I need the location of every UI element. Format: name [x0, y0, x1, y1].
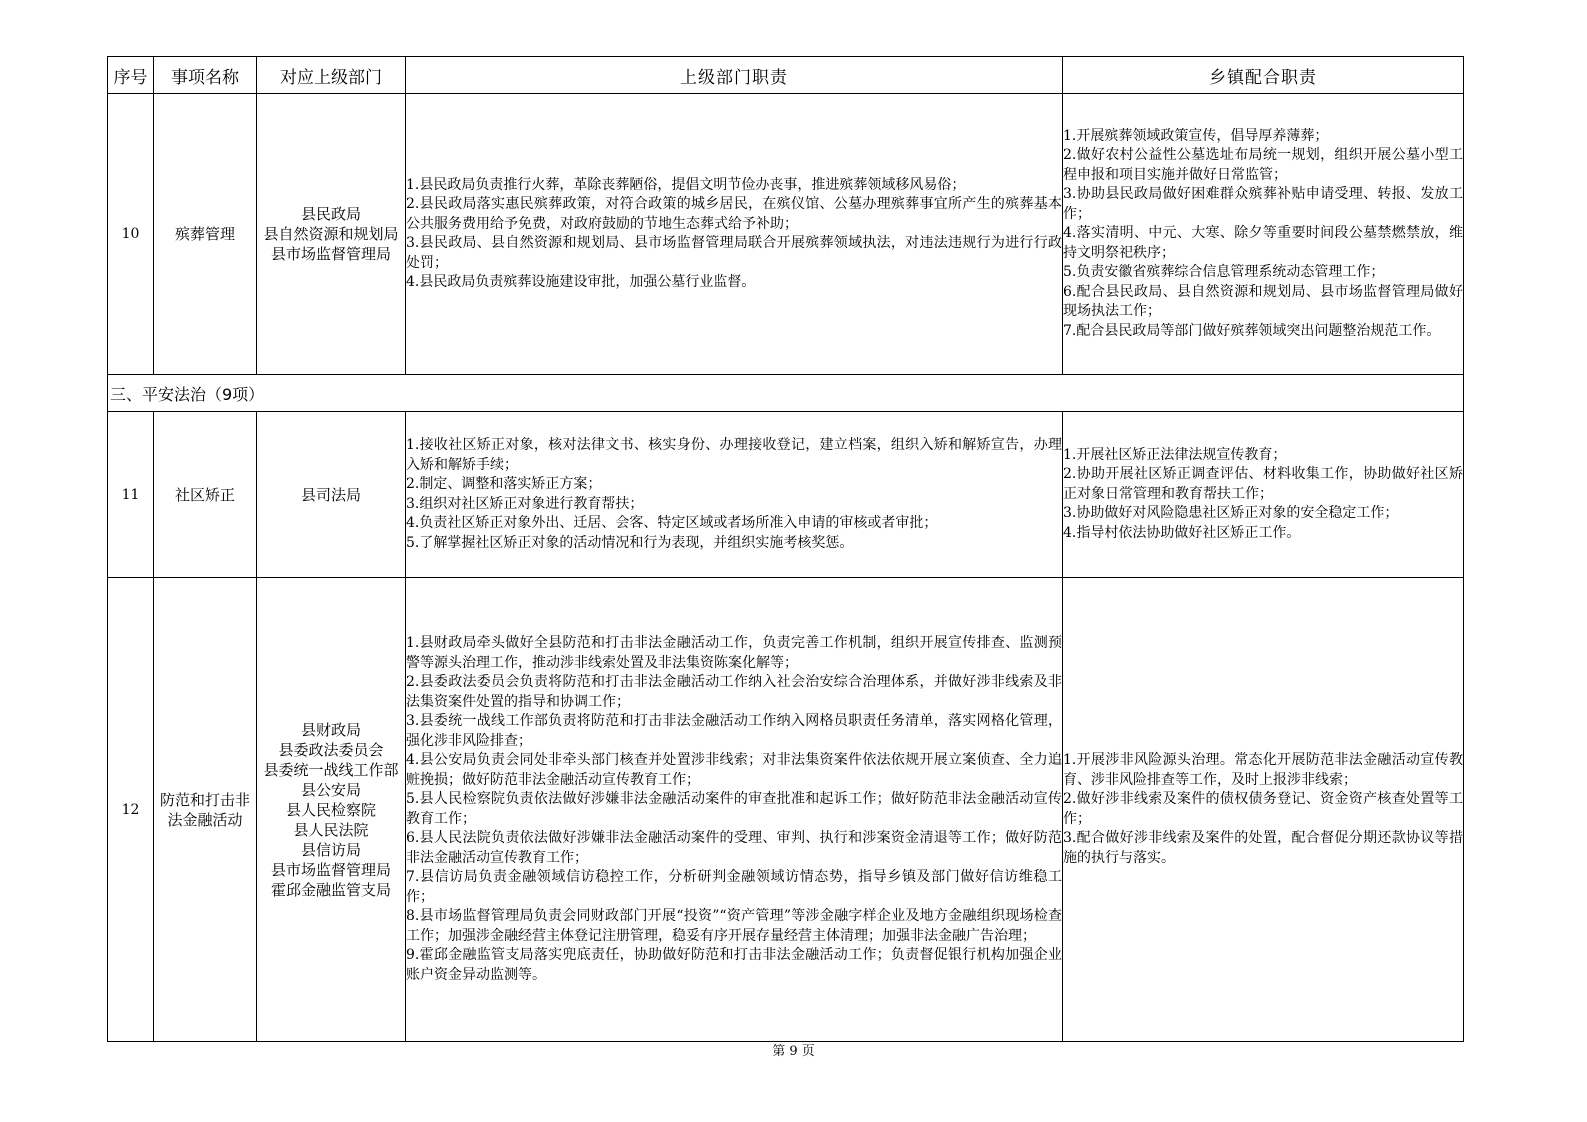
duty-line: 5.负责安徽省殡葬综合信息管理系统动态管理工作；: [1063, 264, 1385, 281]
duty-line: 3.协助做好对风险隐患社区矫正对象的安全稳定工作；: [1063, 505, 1399, 522]
row-seq: 12: [108, 578, 154, 1042]
duty-line: 6.县人民法院负责依法做好涉嫌非法金融活动案件的受理、审判、执行和涉案资金清退等工作；做好防范非法金融活动宣传教育工作；: [406, 830, 1062, 866]
dept-line: 县信访局: [300, 840, 361, 859]
section-title: 三、平安法治（9项）: [108, 375, 1464, 412]
row-town-duties: [1063, 412, 1464, 578]
row-depts: [257, 578, 406, 1042]
row-depts: [257, 94, 406, 375]
duty-line: 2.制定、调整和落实矫正方案；: [406, 476, 602, 492]
duty-line: 8.县市场监督管理局负责会同财政部门开展“投资”“资产管理”等涉金融字样企业及地方金融组织现场检查工作；加强涉金融经营主体登记注册管理，稳妥有序开展存量经营主体清理；加强非法金融广告治理；: [406, 908, 1062, 944]
dept-line: 县民政局: [300, 205, 361, 223]
header-upper-duty: 上级部门职责: [406, 57, 1063, 94]
duty-line: 4.落实清明、中元、大寒、除夕等重要时间段公墓禁燃禁放，维持文明祭祀秩序；: [1063, 225, 1463, 261]
duty-line: 3.配合做好涉非线索及案件的处置，配合督促分期还款协议等措施的执行与落实。: [1063, 830, 1463, 866]
table-row: [108, 412, 1464, 578]
duty-line: 4.县公安局负责会同处非牵头部门核查并处置涉非线索；对非法集资案件依法依规开展立案侦查、全力追赃挽损；做好防范非法金融活动宣传教育工作；: [406, 752, 1062, 788]
duty-line: 3.协助县民政局做好困难群众殡葬补贴申请受理、转报、发放工作；: [1063, 186, 1463, 222]
duty-line: 9.霍邱金融监管支局落实兜底责任，协助做好防范和打击非法金融活动工作；负责督促银行机构加强企业账户资金异动监测等。: [406, 947, 1062, 983]
row-seq: 10: [108, 94, 154, 375]
dept-line: 县人民检察院: [285, 800, 376, 819]
header-row: [108, 57, 1464, 94]
page-footer: 第 9 页: [772, 1044, 815, 1059]
header-seq: 序号: [108, 57, 154, 94]
duty-line: 1.开展社区矫正法律法规宣传教育；: [1063, 446, 1287, 463]
duty-line: 2.做好涉非线索及案件的债权债务登记、资金资产核查处置等工作；: [1063, 791, 1463, 827]
duty-line: 6.配合县民政局、县自然资源和规划局、县市场监督管理局做好现场执法工作；: [1063, 283, 1463, 320]
dept-line: 县司法局: [300, 485, 361, 504]
duty-line: 7.配合县民政局等部门做好殡葬领域突出问题整治规范工作。: [1063, 322, 1441, 339]
header-item-name: 事项名称: [154, 57, 257, 94]
dept-line: 霍邱金融监管支局: [270, 880, 391, 899]
row-upper-duties: [406, 94, 1063, 375]
duty-line: 7.县信访局负责金融领域信访稳控工作，分析研判金融领域访情态势，指导乡镇及部门做好信访维稳工作；: [406, 869, 1062, 905]
row-upper-duties: [406, 412, 1063, 578]
dept-line: 县人民法院: [293, 820, 369, 839]
duty-line: 3.县民政局、县自然资源和规划局、县市场监督管理局联合开展殡葬领域执法，对违法违规行为进行行政处罚；: [406, 235, 1062, 271]
duty-line: 4.县民政局负责殡葬设施建设审批，加强公墓行业监督。: [406, 274, 756, 290]
duty-line: 2.县委政法委员会负责将防范和打击非法金融活动工作纳入社会治安综合治理体系，并做好涉非线索及非法集资案件处置的指导和协调工作；: [406, 674, 1062, 710]
dept-line: 县公安局: [300, 780, 361, 799]
duty-line: 1.县财政局牵头做好全县防范和打击非法金融活动工作，负责完善工作机制，组织开展宣传排查、监测预警等源头治理工作，推动涉非线索处置及非法集资陈案化解等；: [406, 635, 1062, 671]
row-item-name: 社区矫正: [154, 412, 257, 578]
duty-line: 1.开展殡葬领域政策宣传，倡导厚养薄葬；: [1063, 127, 1329, 144]
duty-line: 3.组织对社区矫正对象进行教育帮扶；: [406, 495, 644, 512]
duty-line: 1.接收社区矫正对象，核对法律文书、核实身份、办理接收登记，建立档案，组织入矫和解矫宣告，办理入矫和解矫手续；: [406, 437, 1062, 473]
dept-line: 县市场监督管理局: [270, 860, 391, 879]
row-depts: [257, 412, 406, 578]
dept-line: 县市场监督管理局: [270, 245, 391, 263]
duty-line: 2.协助开展社区矫正调查评估、材料收集工作，协助做好社区矫正对象日常管理和教育帮扶工作；: [1063, 466, 1463, 502]
header-upper-dept: 对应上级部门: [257, 57, 406, 94]
row-seq: 11: [108, 412, 154, 578]
header-town-duty: 乡镇配合职责: [1063, 57, 1464, 94]
table-row: [108, 578, 1464, 1042]
duty-line: 3.县委统一战线工作部负责将防范和打击非法金融活动工作纳入网格员职责任务清单，落实网格化管理，强化涉非风险排查；: [406, 713, 1062, 749]
dept-line: 县委统一战线工作部: [263, 760, 399, 779]
row-upper-duties: [406, 578, 1063, 1042]
duty-line: 4.负责社区矫正对象外出、迁居、会客、特定区域或者场所准入申请的审核或者审批；: [406, 515, 938, 531]
duty-line: 4.指导村依法协助做好社区矫正工作。: [1063, 524, 1301, 541]
row-item-name: 殡葬管理: [154, 94, 257, 375]
duty-line: 5.了解掌握社区矫正对象的活动情况和行为表现，并组织实施考核奖惩。: [406, 534, 854, 551]
dept-line: 县财政局: [300, 720, 361, 739]
duty-line: 2.县民政局落实惠民殡葬政策，对符合政策的城乡居民，在殡仪馆、公墓办理殡葬事宜所产生的殡葬基本公共服务费用给予免费，对政府鼓励的节地生态葬式给予补助；: [406, 196, 1062, 232]
row-item-name: 防范和打击非法金融活动: [154, 578, 257, 1042]
row-town-duties: [1063, 94, 1464, 375]
duty-line: 5.县人民检察院负责依法做好涉嫌非法金融活动案件的审查批准和起诉工作；做好防范非法金融活动宣传教育工作；: [406, 791, 1062, 827]
table-row: [108, 94, 1464, 375]
duty-line: 2.做好农村公益性公墓选址布局统一规划，组织开展公墓小型工程申报和项目实施并做好日常监管；: [1063, 147, 1463, 183]
row-town-duties: [1063, 578, 1464, 1042]
dept-line: 县委政法委员会: [278, 740, 384, 759]
duty-line: 1.县民政局负责推行火葬，革除丧葬陋俗，提倡文明节俭办丧事，推进殡葬领域移风易俗；: [406, 176, 966, 193]
duty-line: 1.开展涉非风险源头治理。常态化开展防范非法金融活动宣传教育、涉非风险排查等工作，及时上报涉非线索；: [1063, 752, 1463, 788]
section-row: [108, 375, 1464, 412]
responsibility-table: [107, 56, 1464, 1042]
dept-line: 县自然资源和规划局: [263, 225, 399, 243]
